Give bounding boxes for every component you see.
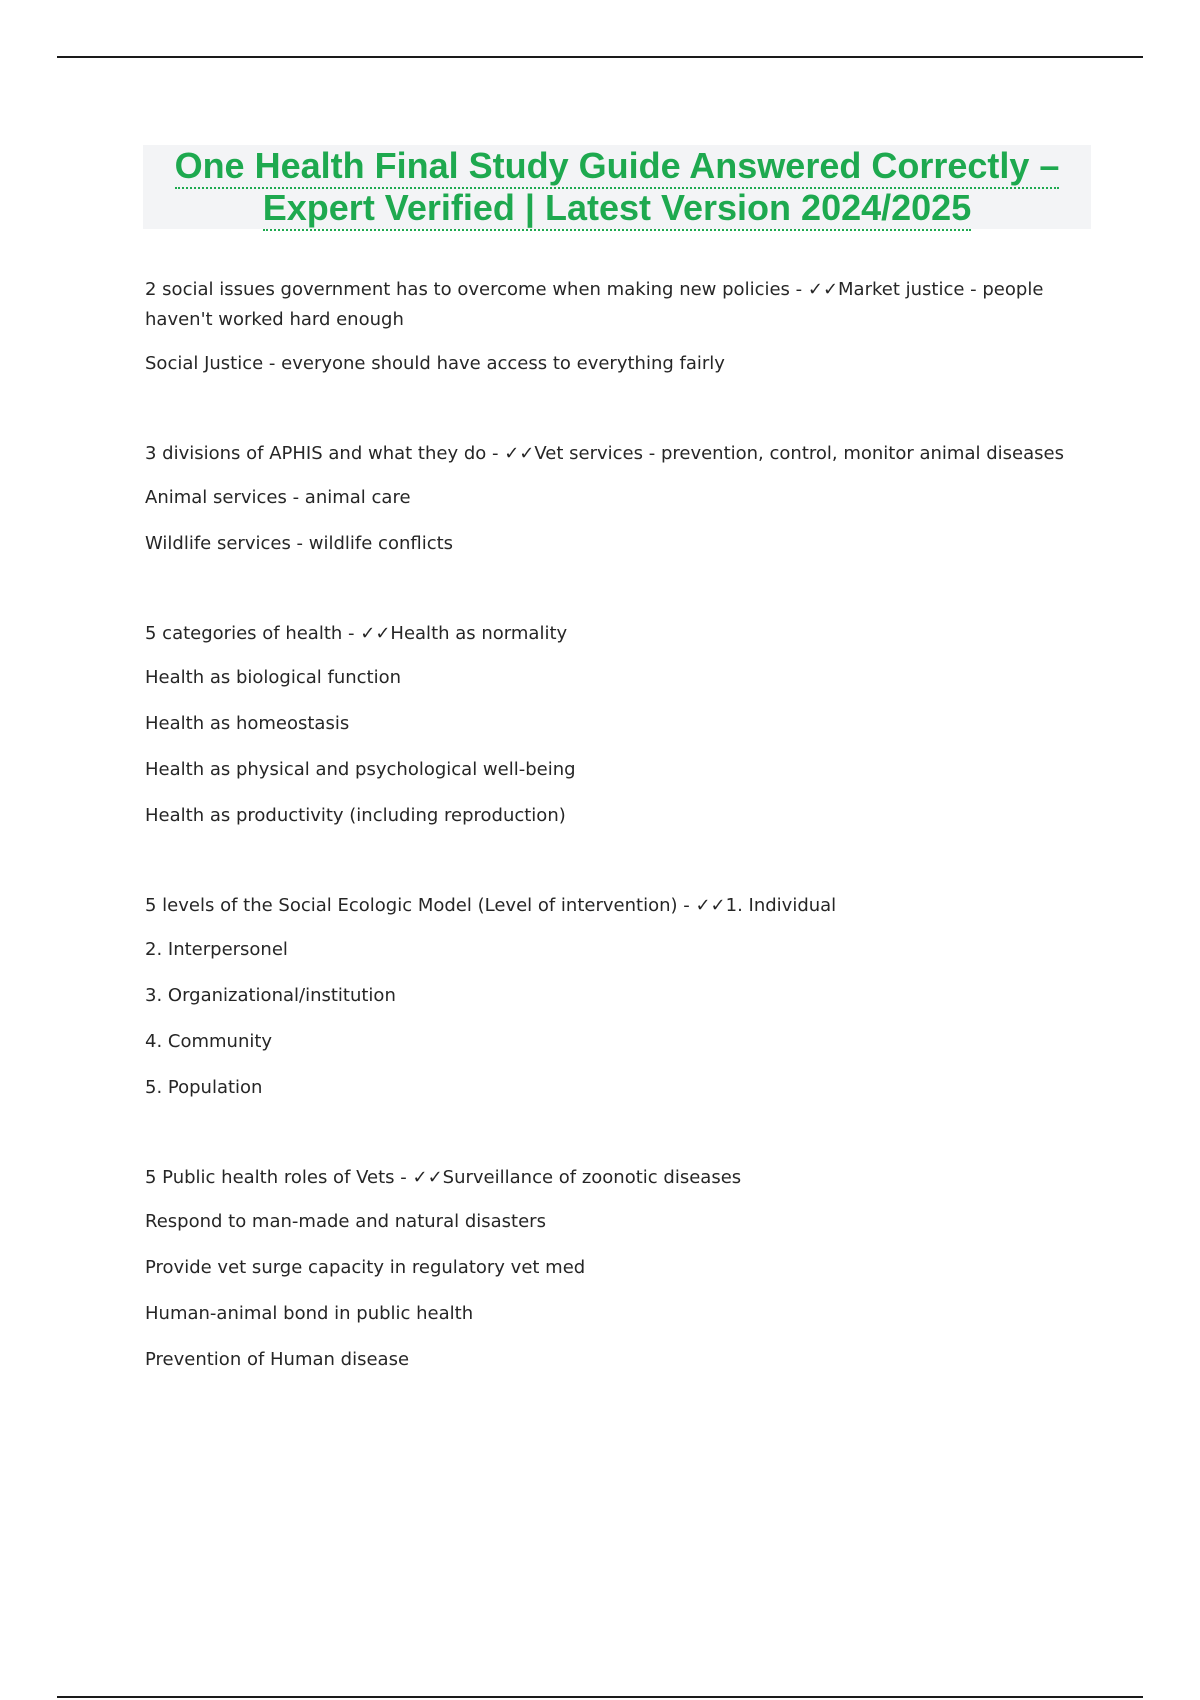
answer-line: Respond to man-made and natural disasters — [145, 1211, 546, 1232]
answer-line: Health as biological function — [145, 667, 402, 688]
check-mark-icon: ✓✓ — [807, 279, 839, 300]
answer-line: Health as homeostasis — [145, 713, 350, 734]
question-text: 2 social issues government has to overcome when making new policies - — [145, 279, 808, 300]
answer-line: 3. Organizational/institution — [145, 985, 396, 1006]
answer-line: 4. Community — [145, 1031, 273, 1052]
question-line — [145, 1163, 1075, 1193]
answer-line: 5. Population — [145, 1077, 263, 1098]
answer-line: Health as productivity (including reproduction) — [145, 805, 566, 826]
answer-text: Health as normality — [390, 623, 568, 644]
check-mark-icon: ✓✓ — [412, 1167, 443, 1188]
answer-line: Wildlife services - wildlife conflicts — [145, 533, 454, 554]
answer-line: Prevention of Human disease — [145, 1349, 410, 1370]
question-line — [145, 275, 1075, 335]
title-line-2[interactable] — [143, 187, 1091, 229]
answer-text: 1. Individual — [725, 895, 837, 916]
answer-line: Animal services - animal care — [145, 487, 411, 508]
qa-item — [145, 439, 1075, 559]
check-mark-icon: ✓✓ — [504, 443, 535, 464]
qa-item — [145, 619, 1075, 831]
question-line — [145, 439, 1075, 469]
title-link-1[interactable]: One Health Final Study Guide Answered Correctly – — [175, 145, 1060, 189]
question-line — [145, 891, 1075, 921]
check-mark-icon: ✓✓ — [695, 895, 726, 916]
title-link-2[interactable]: Expert Verified | Latest Version 2024/2025 — [263, 187, 971, 231]
question-text: 5 levels of the Social Ecologic Model (Level of intervention) - — [145, 895, 696, 916]
qa-item — [145, 275, 1075, 379]
qa-item — [145, 891, 1075, 1103]
answer-line: Social Justice - everyone should have access to everything fairly — [145, 353, 725, 374]
answer-line: Provide vet surge capacity in regulatory vet med — [145, 1257, 586, 1278]
answer-text: Market justice - people haven't worked hard enough — [145, 279, 1044, 330]
qa-item — [145, 1163, 1075, 1375]
document-title — [143, 145, 1091, 229]
answer-text: Surveillance of zoonotic diseases — [442, 1167, 742, 1188]
answer-line: Human-animal bond in public health — [145, 1303, 474, 1324]
answer-line: 2. Interpersonel — [145, 939, 288, 960]
question-text: 5 Public health roles of Vets - — [145, 1167, 413, 1188]
answer-line: Health as physical and psychological well-being — [145, 759, 576, 780]
question-text: 5 categories of health - — [145, 623, 361, 644]
top-rule — [57, 56, 1143, 58]
qa-list — [145, 275, 1075, 1415]
check-mark-icon: ✓✓ — [360, 623, 391, 644]
title-line-1[interactable] — [143, 145, 1091, 187]
answer-text: Vet services - prevention, control, monitor animal diseases — [534, 443, 1064, 464]
question-text: 3 divisions of APHIS and what they do - — [145, 443, 505, 464]
question-line — [145, 619, 1075, 649]
bottom-rule — [57, 1696, 1143, 1698]
